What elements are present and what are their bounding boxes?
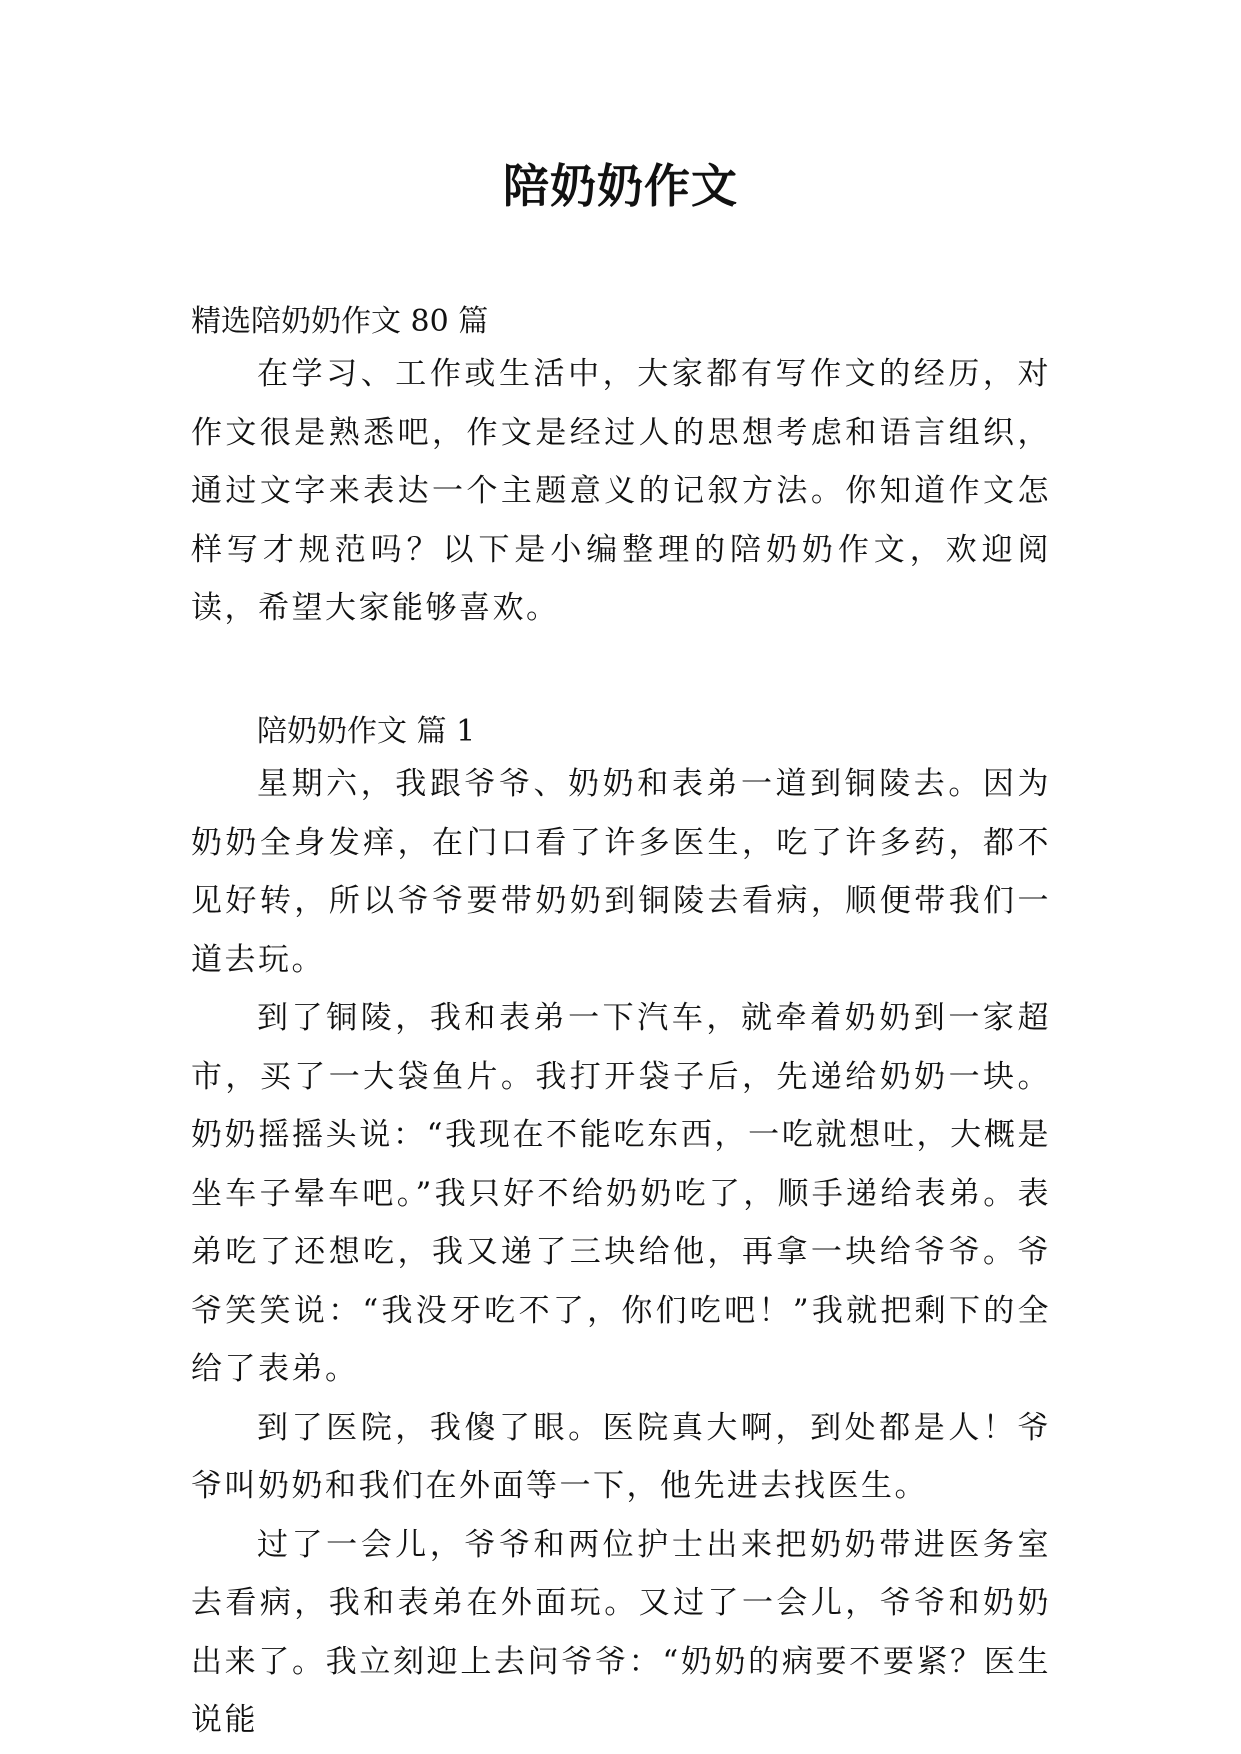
section-heading: 陪奶奶作文 篇 1	[257, 714, 476, 749]
intro-paragraph: 在学习、工作或生活中，大家都有写作文的经历，对作文很是熟悉吧，作文是经过人的思想考虑和语言组织，通过文字来表达一个主题意义的记叙方法。你知道作文怎样写才规范吗？以下是小编整理的陪奶奶作文，欢迎阅读，希望大家能够喜欢。	[191, 356, 1051, 626]
body-paragraph: 到了铜陵，我和表弟一下汽车，就牵着奶奶到一家超市，买了一大袋鱼片。我打开袋子后，先递给奶奶一块。奶奶摇摇头说：“我现在不能吃东西，一吃就想吐，大概是坐车子晕车吧。”我只好不给奶奶吃了，顺手递给表弟。表弟吃了还想吃，我又递了三块给他，再拿一块给爷爷。爷爷笑笑说：“我没牙吃不了，你们吃吧！”我就把剩下的全给了表弟。	[191, 1000, 1051, 1387]
body-paragraph: 过了一会儿，爷爷和两位护士出来把奶奶带进医务室去看病，我和表弟在外面玩。又过了一会儿，爷爷和奶奶出来了。我立刻迎上去问爷爷：“奶奶的病要不要紧？医生说能	[191, 1526, 1051, 1738]
section-body	[191, 755, 1051, 1750]
body-paragraph: 星期六，我跟爷爷、奶奶和表弟一道到铜陵去。因为奶奶全身发痒，在门口看了许多医生，吃了许多药，都不见好转，所以爷爷要带奶奶到铜陵去看病，顺便带我们一道去玩。	[191, 766, 1051, 978]
document-subtitle: 精选陪奶奶作文 80 篇	[191, 304, 489, 339]
body-paragraph: 到了医院，我傻了眼。医院真大啊，到处都是人！爷爷叫奶奶和我们在外面等一下，他先进去找医生。	[191, 1409, 1051, 1504]
page-title: 陪奶奶作文	[503, 159, 738, 213]
